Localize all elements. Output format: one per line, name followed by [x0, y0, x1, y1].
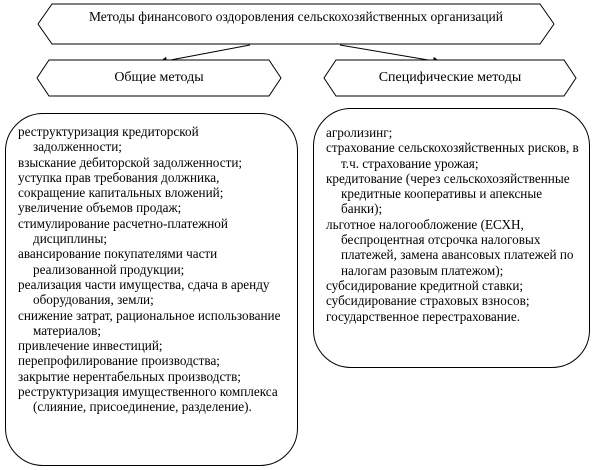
list-item: реализация части имущества, сдача в аренду оборудования, земли;	[18, 276, 270, 308]
list-item: государственное перестрахование.	[326, 308, 521, 324]
list-item: сокращение капитальных вложений;	[18, 185, 224, 201]
list-item: страхование сельскохозяйственных рисков, в т.ч. страхование урожая;	[326, 140, 579, 171]
specific-methods-list-box	[313, 108, 590, 368]
list-item: реструктуризация имущественного комплекса (слияние, присоединение, разделение).	[18, 384, 278, 415]
general-methods-header	[37, 60, 281, 96]
specific-methods-title: Специфические методы	[378, 70, 522, 85]
list-item: закрытие нерентабельных производств;	[18, 368, 241, 384]
general-methods-title: Общие методы	[114, 70, 204, 85]
list-item: субсидирование кредитной ставки;	[326, 277, 524, 293]
specific-methods-header	[324, 60, 576, 96]
general-methods-list-box	[5, 113, 298, 466]
list-item: субсидирование страховых взносов;	[326, 293, 530, 309]
diagram-title: Методы финансового оздоровления сельскохозяйственных организаций	[88, 9, 504, 24]
title-box	[38, 4, 554, 44]
list-item: взыскание дебиторской задолженности;	[18, 154, 243, 170]
list-item: авансирование покупателями части реализованной продукции;	[18, 246, 218, 277]
list-item: реструктуризация кредиторской задолженности;	[18, 124, 199, 155]
list-item: кредитование (через сельскохозяйственные кредитные кооперативы и апексные банки);	[326, 170, 570, 217]
list-item: уступка прав требования должника,	[18, 169, 220, 185]
list-item: стимулирование расчетно-платежной дисциплины;	[18, 215, 228, 247]
list-item: привлечение инвестиций;	[18, 338, 163, 354]
list-item: перепрофилирование производства;	[18, 353, 220, 369]
list-item: снижение затрат, рациональное использование материалов;	[18, 307, 281, 338]
list-item: льготное налогообложение (ЕСХН, беспроцентная отсрочка налоговых платежей, замена авансовых платежей по налогам разовым платежом);	[326, 216, 574, 278]
general-methods-list	[18, 124, 289, 415]
specific-methods-list	[326, 125, 583, 324]
list-item: агролизинг;	[326, 125, 393, 140]
list-item: увеличение объемов продаж;	[18, 200, 182, 216]
